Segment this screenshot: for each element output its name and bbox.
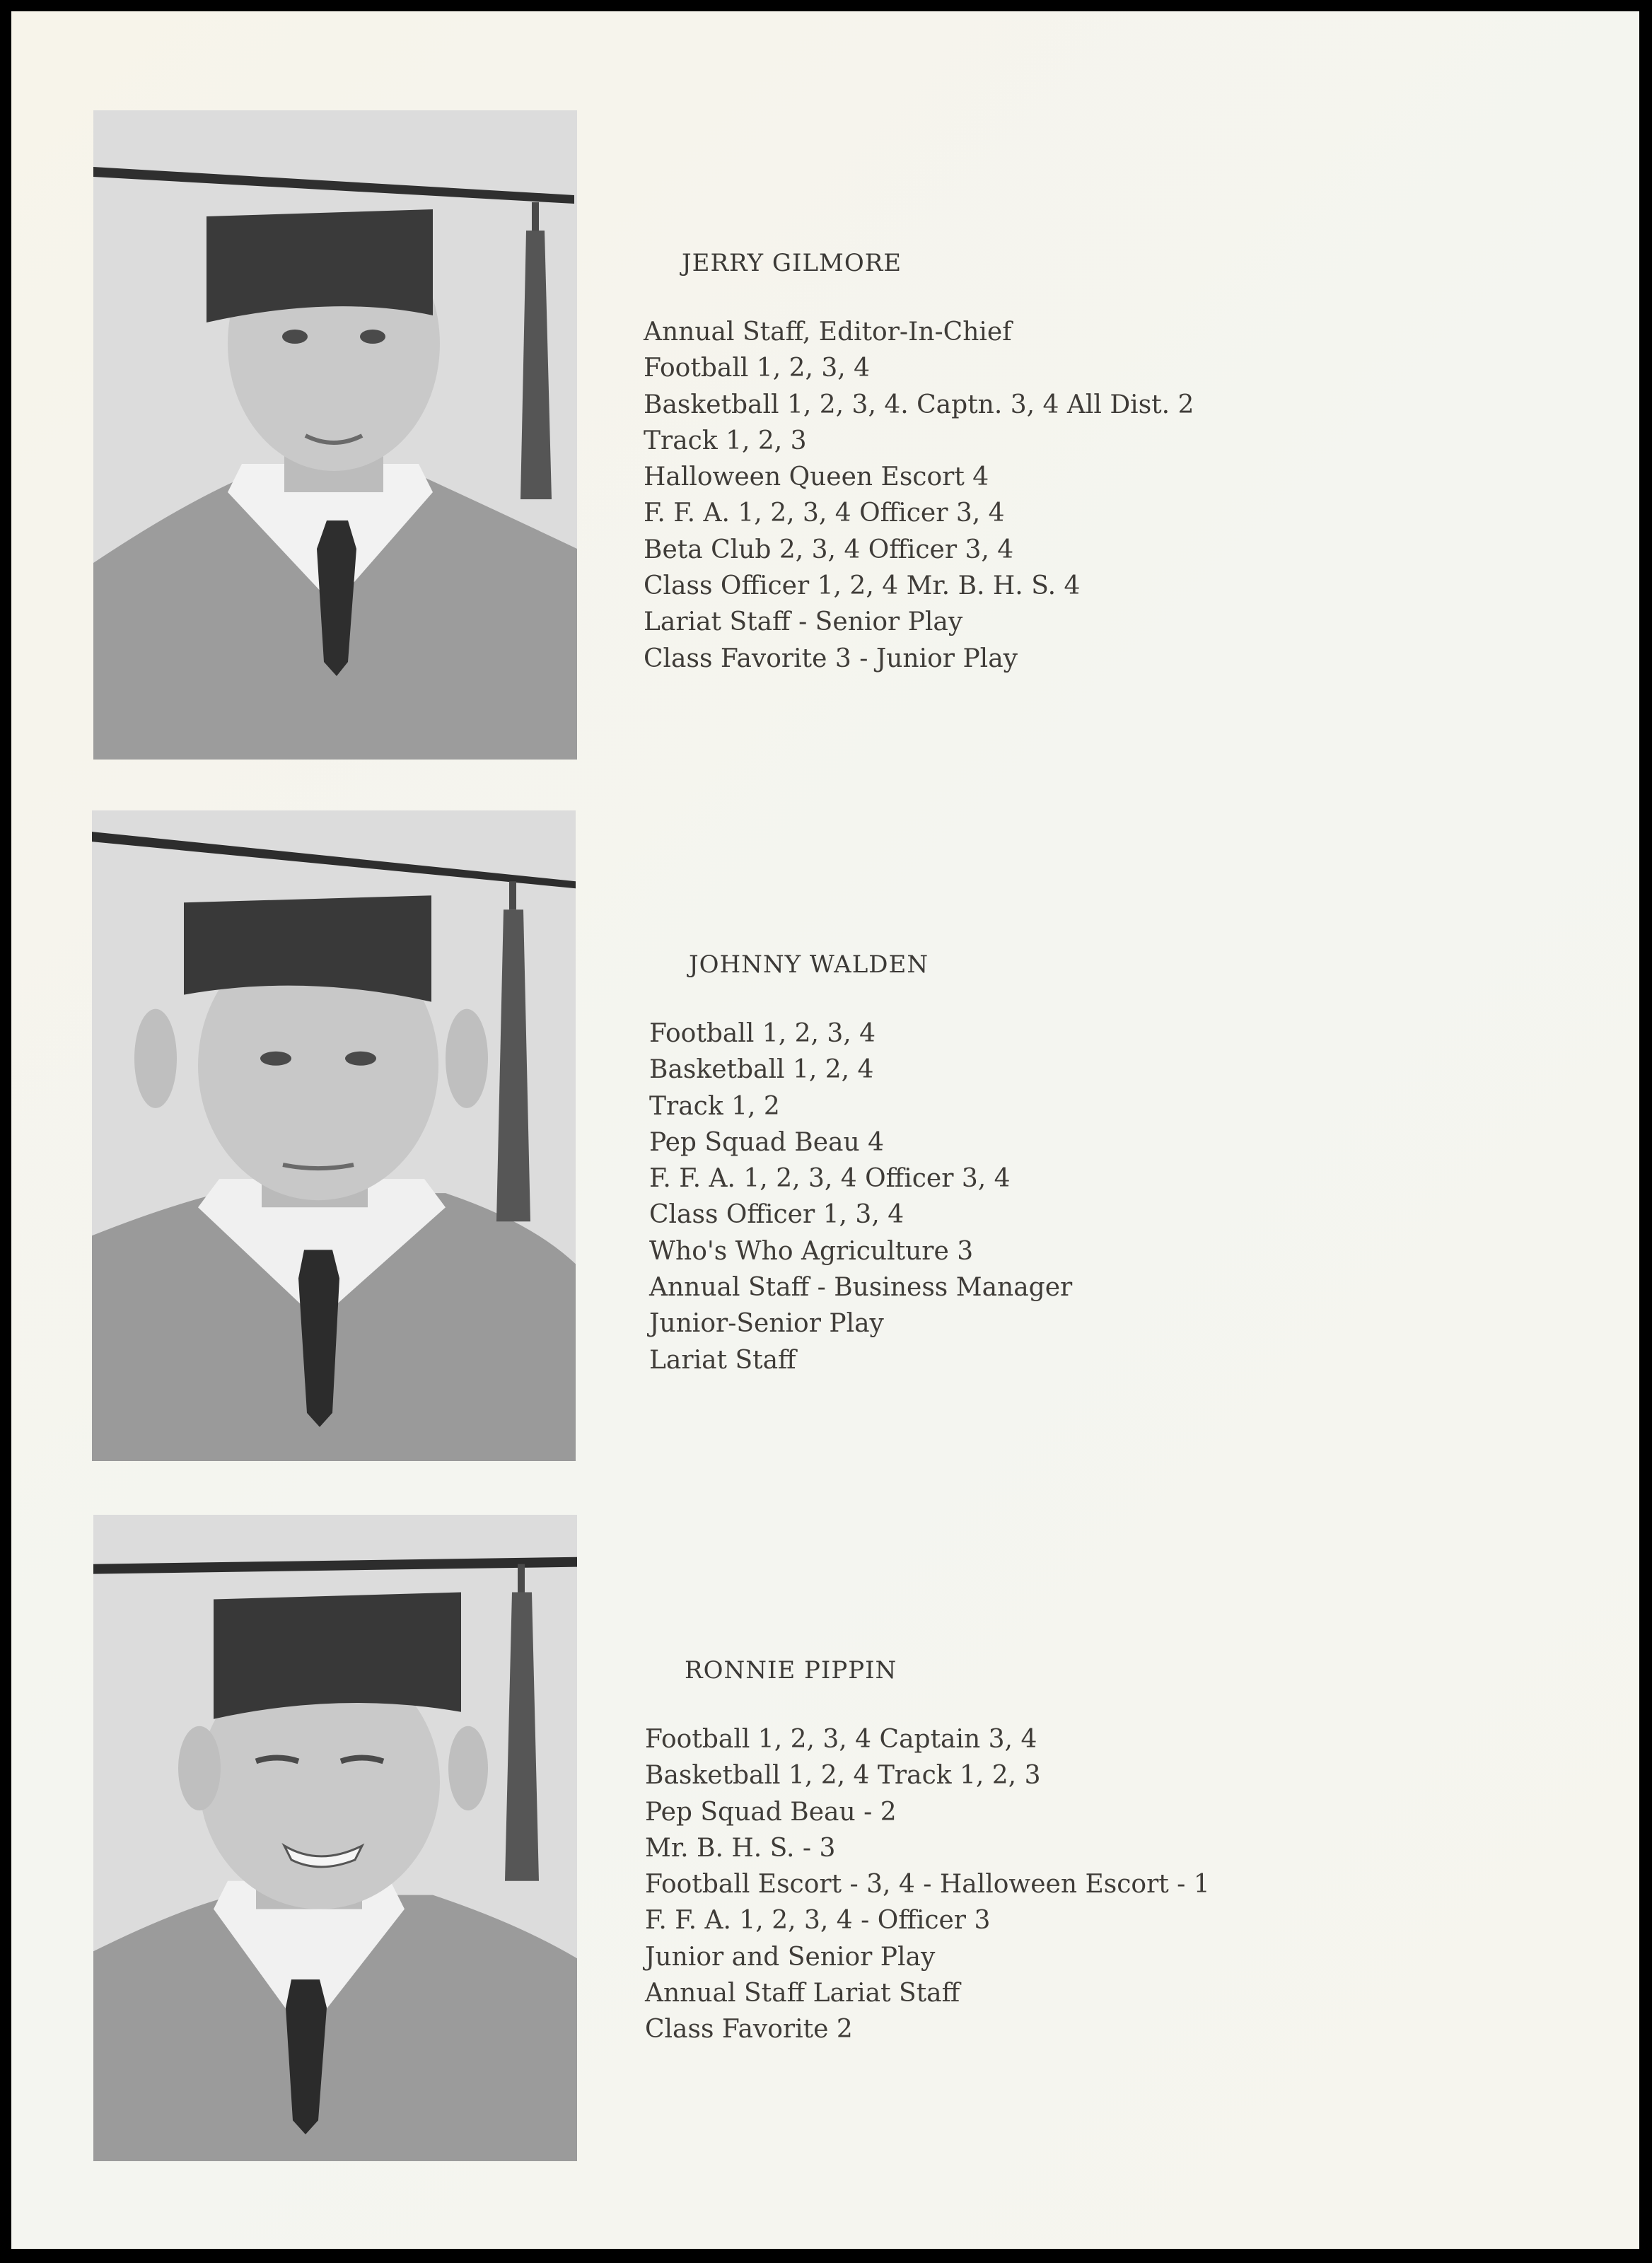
activity-line: Football Escort - 3, 4 - Halloween Escort - 1 bbox=[645, 1870, 1210, 1900]
activity-line: Mr. B. H. S. - 3 bbox=[645, 1833, 836, 1863]
activity-line: Basketball 1, 2, 4 Track 1, 2, 3 bbox=[645, 1761, 1041, 1791]
activity-line: Basketball 1, 2, 4 bbox=[649, 1055, 874, 1085]
activities-list bbox=[649, 1016, 1072, 1378]
activity-line: Who's Who Agriculture 3 bbox=[649, 1236, 974, 1266]
activity-line: Football 1, 2, 3, 4 Captain 3, 4 bbox=[645, 1725, 1037, 1754]
activities-list bbox=[645, 1721, 1210, 2048]
yearbook-page bbox=[11, 11, 1639, 2249]
senior-name: RONNIE PIPPIN bbox=[685, 1656, 897, 1685]
activity-line: Class Officer 1, 2, 4 Mr. B. H. S. 4 bbox=[644, 571, 1081, 601]
activity-line: Junior-Senior Play bbox=[649, 1309, 884, 1339]
activity-line: Track 1, 2, 3 bbox=[644, 426, 807, 455]
activity-line: Football 1, 2, 3, 4 bbox=[644, 354, 871, 383]
activity-line: Basketball 1, 2, 3, 4. Captn. 3, 4 All Dist. 2 bbox=[644, 390, 1194, 419]
activity-line: Track 1, 2 bbox=[649, 1091, 780, 1121]
activity-line: Football 1, 2, 3, 4 bbox=[649, 1019, 876, 1048]
activity-line: Annual Staff Lariat Staff bbox=[645, 1979, 960, 2008]
senior-name: JOHNNY WALDEN bbox=[689, 950, 929, 979]
senior-name: JERRY GILMORE bbox=[682, 249, 902, 277]
activity-line: Annual Staff, Editor-In-Chief bbox=[644, 318, 1012, 347]
activity-line: Class Favorite 2 bbox=[645, 2015, 853, 2044]
activity-line: Pep Squad Beau - 2 bbox=[645, 1797, 897, 1827]
senior-portrait-photo bbox=[93, 1515, 577, 2161]
senior-portrait-photo bbox=[92, 810, 576, 1461]
activity-line: Halloween Queen Escort 4 bbox=[644, 463, 989, 492]
activity-line: Lariat Staff bbox=[649, 1345, 796, 1375]
activity-line: F. F. A. 1, 2, 3, 4 Officer 3, 4 bbox=[649, 1164, 1011, 1194]
activity-line: Class Favorite 3 - Junior Play bbox=[644, 644, 1018, 673]
activity-line: Lariat Staff - Senior Play bbox=[644, 607, 963, 637]
activity-line: Class Officer 1, 3, 4 bbox=[649, 1200, 904, 1230]
senior-portrait-photo bbox=[93, 110, 577, 760]
activity-line: Pep Squad Beau 4 bbox=[649, 1127, 884, 1157]
activity-line: F. F. A. 1, 2, 3, 4 Officer 3, 4 bbox=[644, 499, 1005, 528]
activity-line: F. F. A. 1, 2, 3, 4 - Officer 3 bbox=[645, 1906, 991, 1936]
activities-list bbox=[644, 314, 1194, 677]
activity-line: Junior and Senior Play bbox=[645, 1942, 936, 1972]
activity-line: Beta Club 2, 3, 4 Officer 3, 4 bbox=[644, 535, 1014, 564]
activity-line: Annual Staff - Business Manager bbox=[649, 1273, 1073, 1303]
